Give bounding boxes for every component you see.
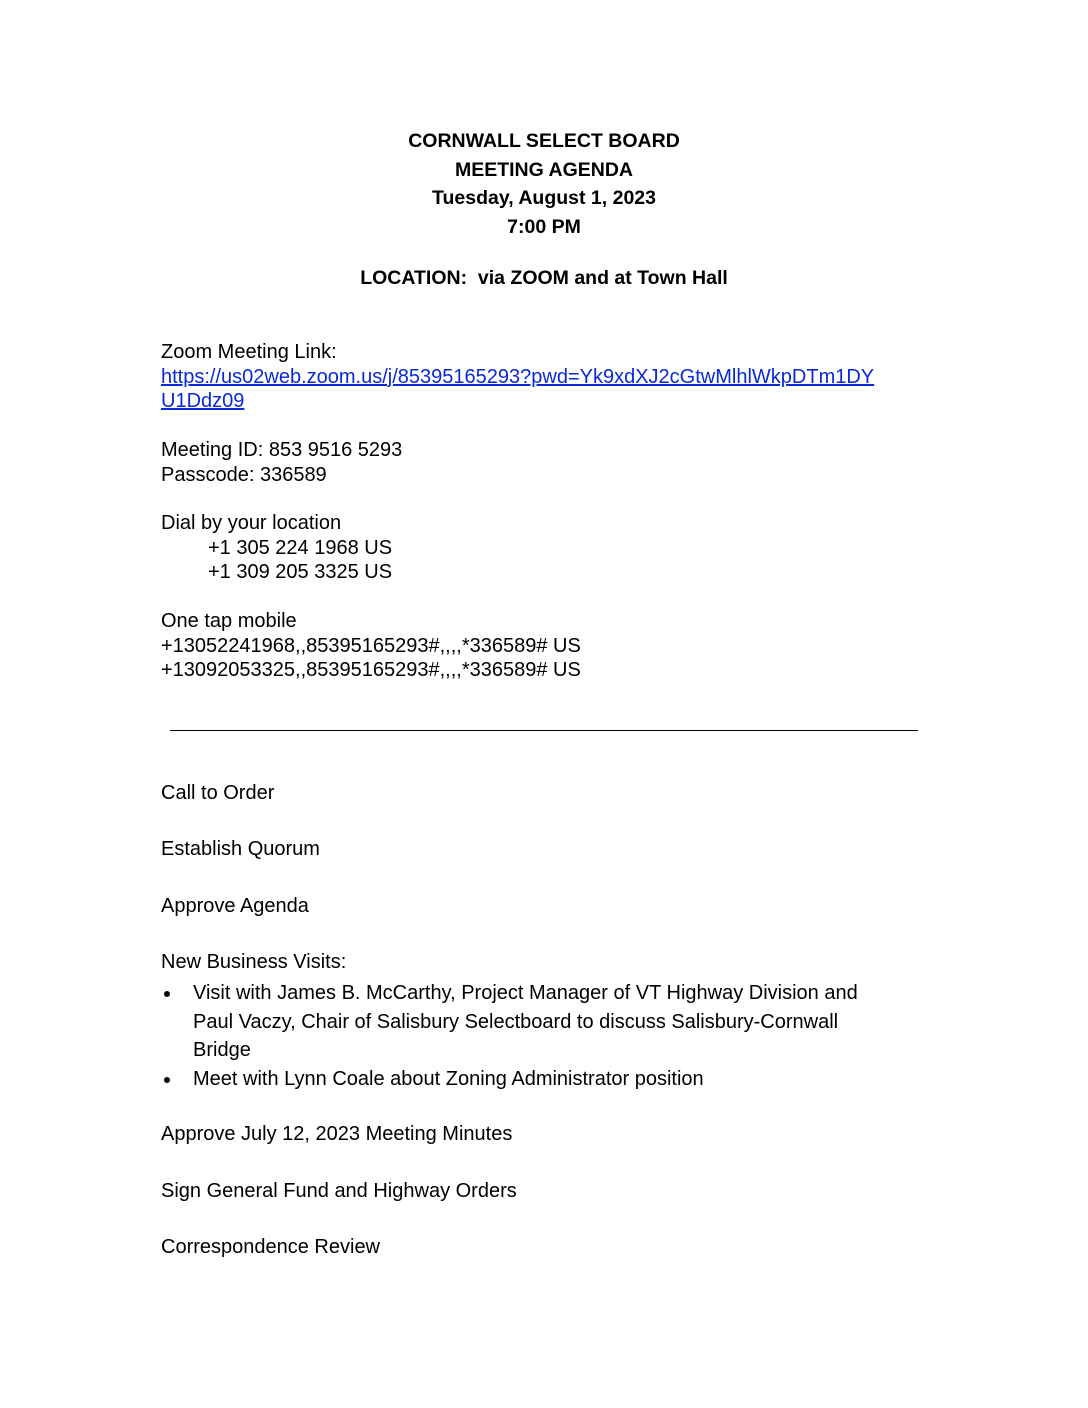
one-tap-number: +13052241968,,85395165293#,,,,*336589# US	[161, 634, 581, 657]
agenda-item-sign-orders: Sign General Fund and Highway Orders	[161, 1180, 517, 1202]
list-item-line: Bridge	[193, 1039, 251, 1061]
new-business-list	[161, 979, 921, 1093]
one-tap-number: +13092053325,,85395165293#,,,,*336589# US	[161, 659, 581, 681]
passcode: Passcode: 336589	[161, 463, 327, 486]
dial-section	[161, 511, 392, 585]
section-divider	[170, 730, 918, 731]
meeting-credentials	[161, 438, 402, 487]
organization-name: CORNWALL SELECT BOARD	[408, 130, 680, 152]
agenda-item-approve-minutes: Approve July 12, 2023 Meeting Minutes	[161, 1123, 513, 1145]
list-item-line: Visit with James B. McCarthy, Project Manager of VT Highway Division and	[193, 982, 858, 1004]
bullet-icon	[164, 1077, 170, 1083]
meeting-location: LOCATION: via ZOOM and at Town Hall	[360, 267, 728, 289]
document-header	[0, 127, 1088, 241]
agenda-item-new-business: New Business Visits:	[161, 951, 347, 973]
agenda-item-correspondence: Correspondence Review	[161, 1236, 381, 1258]
list-item	[161, 1065, 921, 1094]
zoom-meeting-link[interactable]	[161, 366, 874, 413]
zoom-link-label: Zoom Meeting Link:	[161, 341, 337, 363]
meeting-id: Meeting ID: 853 9516 5293	[161, 439, 403, 461]
agenda-item-approve-agenda: Approve Agenda	[161, 895, 309, 917]
one-tap-label: One tap mobile	[161, 610, 297, 632]
zoom-link-line-1[interactable]: https://us02web.zoom.us/j/85395165293?pwd=Yk9xdXJ2cGtwMlhlWkpDTm1DY	[161, 365, 875, 388]
meeting-date: Tuesday, August 1, 2023	[432, 187, 656, 209]
meeting-time: 7:00 PM	[507, 215, 581, 238]
zoom-link-line-2[interactable]: U1Ddz09	[161, 390, 245, 412]
bullet-icon	[164, 991, 170, 997]
one-tap-section	[161, 609, 581, 683]
list-item-line: Paul Vaczy, Chair of Salisbury Selectboard to discuss Salisbury-Cornwall	[193, 1010, 839, 1033]
dial-label: Dial by your location	[161, 512, 342, 534]
agenda-item-establish-quorum: Establish Quorum	[161, 838, 320, 860]
dial-number: +1 309 205 3325 US	[208, 561, 393, 583]
zoom-section	[161, 340, 874, 414]
document-title: MEETING AGENDA	[454, 158, 634, 181]
dial-number: +1 305 224 1968 US	[208, 536, 393, 559]
agenda-item-call-to-order: Call to Order	[161, 782, 275, 804]
list-item-line: Meet with Lynn Coale about Zoning Administrator position	[193, 1067, 704, 1090]
list-item	[161, 979, 921, 1065]
